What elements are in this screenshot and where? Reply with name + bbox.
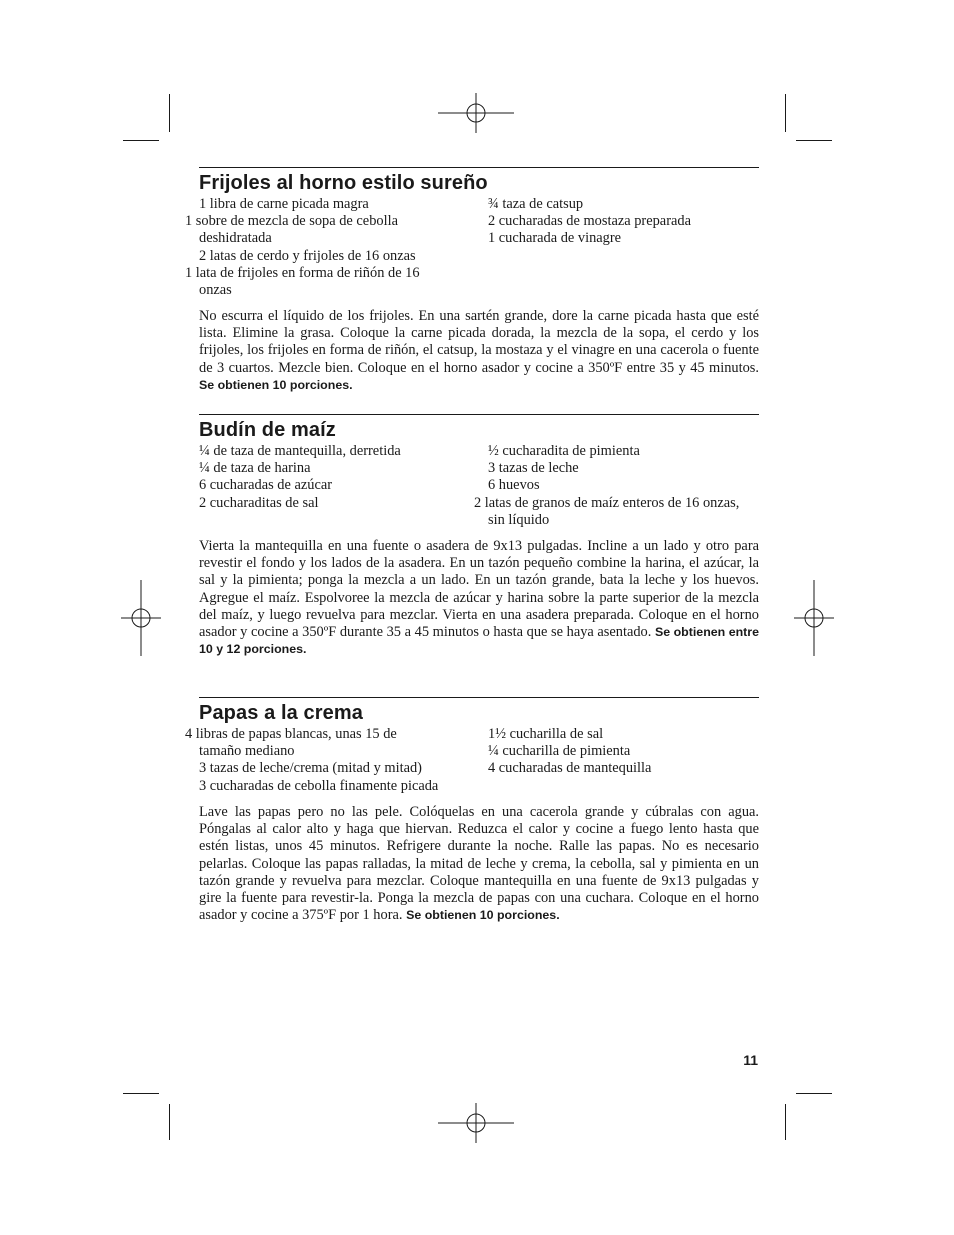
method-paragraph <box>199 538 759 658</box>
ingredient: 1 cucharada de vinagre <box>488 230 622 247</box>
ingredient <box>185 726 484 760</box>
method-paragraph <box>199 804 759 924</box>
ingredient: 2 cucharadas de mostaza preparada <box>488 213 691 230</box>
registration-mark-icon <box>438 93 514 133</box>
ingredient-text: 2 latas de granos de maíz enteros de 16 onzas, sin líquido <box>474 494 740 528</box>
ingredient: 3 tazas de leche <box>488 460 579 477</box>
ingredient <box>185 264 484 299</box>
ingredients-right <box>474 443 768 529</box>
ingredients-right <box>488 726 768 778</box>
method-text: Lave las papas pero no las pele. Colóquelas en una cacerola grande y cúbralas con agua. Póngalas al calor alto y haga que hiervan. Reduzca el calor y cocine a fuego lento hasta que estén listas, unos 45 minutos. Refrigere durante la noche. Ralle las papas. No es necesario pelarlas. Coloque las papas ralladas, la mitad de leche y crema, la cebolla, sal y pimienta en un tazón grande y revuelva para mezclar. Coloque mantequilla en una fuente de 9x13 pulgadas y gire la fuente para revestir-la. Ponga la mezcla de papas con una cuchara. Coloque en el horno asador y cocine a 375ºF por 1 hora. <box>199 804 759 924</box>
method-text: Vierta la mantequilla en una fuente o asadera de 9x13 pulgadas. Incline a un lado y otro para revestir el fondo y los lados de la asadera. En un tazón pequeño combine la harina, el azúcar, la sal y la pimienta; ponga la mezcla a un lado. En un tazón grande, bata la leche y los huevos. Agregue el maíz. Espolvoree la mezcla de azúcar y harina sobre la parte superior de la mezcla del maíz, y luego revuelva para mezclar. Vierta en una asadera preparada. Coloque en el horno asador y cocine a 350ºF durante 35 a 45 minutos o hasta que se haya asentado. <box>199 538 759 641</box>
ingredients-left <box>185 196 484 299</box>
registration-mark-icon <box>438 1103 514 1143</box>
ingredient: 1 libra de carne picada magra <box>199 196 369 212</box>
ingredient: 1½ cucharilla de sal <box>488 726 604 742</box>
section-rule <box>199 414 759 415</box>
section-rule <box>199 697 759 698</box>
method-text: No escurra el líquido de los frijoles. En una sartén grande, dore la carne picada hasta que esté lista. Elimine la grasa. Coloque la carne picada dorada, la mezcla de la sopa, el cerdo y los frijoles, los frijoles en forma de riñón, el catsup, la mostaza y el vinagre en una cacerola o fuente de 3 cuartos. Mezcle bien. Coloque en el horno asador y cocine a 350ºF entre 35 y 45 minutos. <box>199 308 759 376</box>
ingredient-text: 1 lata de frijoles en forma de riñón de 16 onzas <box>185 264 420 299</box>
recipe-frijoles <box>185 167 759 392</box>
yield-text: Se obtienen 10 porciones. <box>406 908 560 923</box>
crop-mark <box>123 1093 159 1094</box>
crop-mark <box>169 94 170 132</box>
ingredient <box>185 213 484 247</box>
ingredient: 3 tazas de leche/crema (mitad y mitad) <box>199 760 422 777</box>
ingredients-left <box>185 726 484 795</box>
ingredient: 2 latas de cerdo y frijoles de 16 onzas <box>199 247 416 264</box>
ingredient: ¼ cucharilla de pimienta <box>488 743 631 760</box>
ingredient: 6 cucharadas de azúcar <box>199 477 333 494</box>
ingredient: ¼ de taza de mantequilla, derretida <box>199 443 401 459</box>
ingredient-text: 4 libras de papas blancas, unas 15 de tamaño mediano <box>185 726 397 760</box>
ingredients <box>185 726 759 798</box>
ingredient: ¼ de taza de harina <box>199 460 311 477</box>
crop-mark <box>785 1104 786 1140</box>
ingredients <box>199 443 759 531</box>
recipe-papas <box>185 697 759 924</box>
ingredient: 3 cucharadas de cebolla finamente picada <box>199 777 439 794</box>
ingredient: 4 cucharadas de mantequilla <box>488 760 652 777</box>
ingredient: 6 huevos <box>488 477 540 494</box>
crop-mark <box>123 140 159 141</box>
recipe-title: Frijoles al horno estilo sureño <box>199 172 488 194</box>
crop-mark <box>785 94 786 132</box>
crop-mark <box>796 140 832 141</box>
crop-mark <box>169 1104 170 1140</box>
crop-mark <box>796 1093 832 1094</box>
registration-mark-icon <box>121 580 161 656</box>
method-paragraph <box>199 308 759 394</box>
section-rule <box>199 167 759 168</box>
ingredients <box>185 196 759 300</box>
yield-text: Se obtienen entre 10 y 12 porciones. <box>199 625 759 657</box>
ingredients-right <box>488 196 768 248</box>
ingredient: 2 cucharaditas de sal <box>199 494 319 511</box>
ingredient: ½ cucharadita de pimienta <box>488 443 640 459</box>
recipe-title: Budín de maíz <box>199 419 336 441</box>
page-number: 11 <box>743 1052 758 1068</box>
recipe-budin <box>199 414 759 657</box>
recipe-title: Papas a la crema <box>199 702 363 724</box>
ingredient <box>474 494 768 529</box>
ingredient: ¾ taza de catsup <box>488 196 584 212</box>
yield-text: Se obtienen 10 porciones. <box>199 377 353 392</box>
ingredient-text: 1 sobre de mezcla de sopa de cebolla deshidratada <box>185 213 398 247</box>
ingredients-left <box>199 443 484 512</box>
registration-mark-icon <box>794 580 834 656</box>
